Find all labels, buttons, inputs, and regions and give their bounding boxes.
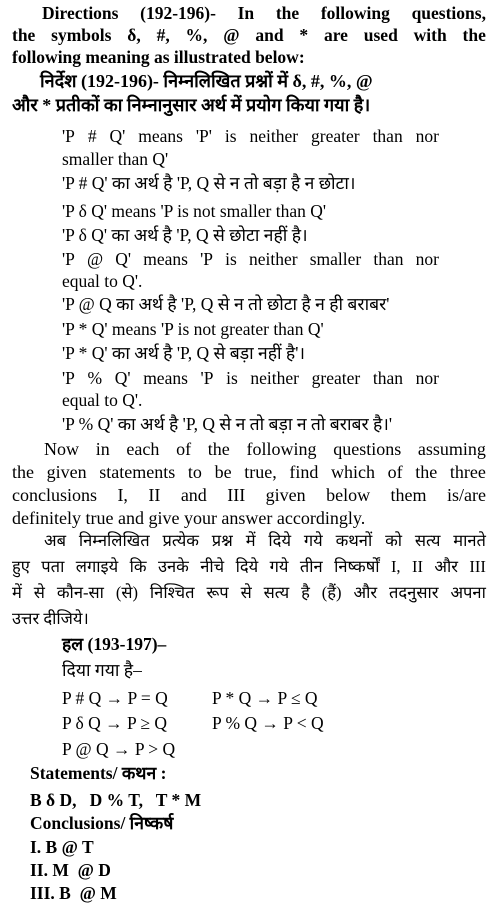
instructions-en-line-4: definitely true and give your answer accordingly. — [12, 508, 366, 528]
word: अब — [44, 531, 67, 550]
word: the — [12, 462, 34, 482]
word: प्रश्न — [211, 531, 233, 550]
word: which — [330, 462, 375, 482]
word: गये — [303, 531, 323, 550]
word: nor — [415, 126, 439, 146]
word: true, — [244, 462, 277, 482]
word: used — [363, 25, 398, 45]
word: smaller — [309, 249, 362, 269]
word: हुए — [12, 557, 30, 576]
rule-hash: P # Q → P = Q — [62, 688, 168, 708]
word: उनके — [157, 557, 189, 576]
word: 'P' — [195, 126, 212, 146]
star-meaning-en: 'P * Q' means 'P is not greater than Q' — [62, 319, 324, 339]
word: means — [138, 126, 183, 146]
delta-meaning-en: 'P δ Q' means 'P is not smaller than Q' — [62, 201, 327, 221]
instructions-hi-line-1 — [44, 530, 486, 552]
word: II — [148, 485, 161, 505]
word: the — [12, 25, 36, 45]
word: δ, — [127, 25, 141, 45]
word: मानते — [453, 531, 486, 550]
word: are — [323, 25, 348, 45]
word: than — [372, 126, 403, 146]
conclusion-1: I. B @ T — [30, 837, 94, 857]
word: @ — [223, 25, 240, 45]
word: और — [353, 583, 378, 602]
conclusions-heading: Conclusions/ निष्कर्ष — [30, 813, 174, 833]
word: greater — [311, 126, 360, 146]
word: find — [289, 462, 319, 482]
hash-meaning-hi: 'P # Q' का अर्थ है 'P, Q से न तो बड़ा है न छोटा। — [62, 173, 356, 193]
word: In — [237, 3, 255, 23]
word: में — [12, 583, 22, 602]
word: given — [46, 462, 87, 482]
word: three — [449, 462, 486, 482]
word: means — [143, 368, 188, 388]
word: be — [214, 462, 232, 482]
directions-hi-line-1: निर्देश (192-196)- निम्नलिखित प्रश्नों में δ, #, %, @ — [40, 71, 373, 91]
word: is/are — [446, 485, 486, 505]
word: in — [95, 439, 110, 459]
word: of — [176, 439, 192, 459]
word: neither — [250, 368, 299, 388]
word: conclusions — [12, 485, 97, 505]
word: निश्चित — [149, 583, 195, 602]
word: the — [207, 439, 230, 459]
conclusion-3: III. B @ M — [30, 883, 117, 903]
pct-meaning-en-line-1 — [62, 367, 439, 389]
word: neither — [249, 126, 299, 146]
instructions-en-line-1 — [44, 438, 486, 460]
instructions-hi-line-3 — [12, 582, 486, 604]
word: II — [411, 557, 423, 576]
instructions-hi-line-4: उत्तर दीजिये। — [12, 609, 89, 628]
hash-meaning-en-line-2: smaller than Q' — [62, 149, 169, 169]
word: 'P — [200, 368, 214, 388]
word: Directions — [42, 3, 119, 23]
word: से — [33, 583, 45, 602]
word: nor — [415, 368, 439, 388]
word: सत्य — [263, 583, 290, 602]
rule-star: P * Q → P ≤ Q — [212, 688, 318, 708]
rule-delta: P δ Q → P ≥ Q — [62, 713, 168, 733]
word: तीन — [299, 557, 323, 576]
word: I, — [390, 557, 401, 576]
word: III — [469, 557, 486, 576]
word: the — [415, 462, 438, 482]
word: following — [320, 3, 390, 23]
word: 'P — [62, 126, 75, 146]
word: Q' — [109, 126, 126, 146]
word: and — [180, 485, 207, 505]
word: %, — [185, 25, 208, 45]
word: symbols — [51, 25, 112, 45]
word: nor — [415, 249, 439, 269]
word: रूप — [206, 583, 229, 602]
word: questions — [333, 439, 402, 459]
word: दिये — [235, 557, 259, 576]
at-meaning-hi: 'P @ Q का अर्थ है 'P, Q से न तो छोटा है न ही बराबर' — [62, 294, 390, 314]
hash-meaning-en-line-1 — [62, 125, 439, 147]
word: 'P — [62, 368, 75, 388]
word: and — [255, 25, 284, 45]
word: than — [373, 249, 404, 269]
word: is — [225, 249, 237, 269]
word: (हैं) — [321, 583, 342, 602]
star-meaning-hi: 'P * Q' का अर्थ है 'P, Q से बड़ा नहीं है'। — [62, 343, 306, 363]
word: following — [246, 439, 317, 459]
word: अपना — [450, 583, 486, 602]
word: कि — [129, 557, 147, 576]
word: of — [387, 462, 403, 482]
word: कौन-सा — [56, 583, 104, 602]
word: each — [126, 439, 160, 459]
word: * — [299, 25, 309, 45]
word: है — [301, 583, 310, 602]
word: निष्कर्षों — [334, 557, 380, 576]
word: 'P — [62, 249, 75, 269]
directions-en-line-3: following meaning as illustrated below: — [12, 47, 305, 67]
directions-en-line-2 — [12, 24, 486, 46]
word: below — [326, 485, 371, 505]
statements-heading: Statements/ कथन : — [30, 763, 167, 783]
word: questions, — [411, 3, 486, 23]
word: % — [87, 368, 103, 388]
instructions-en-line-2 — [12, 461, 486, 483]
word: प्रत्येक — [162, 531, 199, 550]
rule-pct: P % Q → P < Q — [212, 713, 324, 733]
word: 'P — [200, 249, 213, 269]
statements-text: B δ D, D % T, T * M — [30, 790, 202, 810]
word: is — [224, 126, 237, 146]
word: I, — [117, 485, 128, 505]
word: और — [434, 557, 459, 576]
word: given — [265, 485, 306, 505]
delta-meaning-hi: 'P δ Q' का अर्थ है 'P, Q से छोटा नहीं है। — [62, 225, 308, 245]
word: लगाइये — [75, 557, 119, 576]
pct-meaning-hi: 'P % Q' का अर्थ है 'P, Q से न तो बड़ा न तो बराबर है।' — [62, 414, 393, 434]
word: पता — [41, 557, 65, 576]
word: गये — [269, 557, 289, 576]
word: @ — [87, 249, 104, 269]
word: (से) — [115, 583, 138, 602]
word: neither — [248, 249, 298, 269]
pct-meaning-en-line-2: equal to Q'. — [62, 390, 143, 410]
instructions-en-line-3 — [12, 484, 486, 506]
at-meaning-en-line-1 — [62, 248, 439, 270]
word: दिये — [268, 531, 292, 550]
word: means — [143, 249, 188, 269]
at-meaning-en-line-2: equal to Q'. — [62, 271, 143, 291]
rule-at: P @ Q → P > Q — [62, 739, 176, 759]
word: III — [227, 485, 246, 505]
word: Q' — [114, 368, 131, 388]
word: से — [240, 583, 252, 602]
word: the — [462, 25, 486, 45]
word: Now — [44, 439, 79, 459]
word: निम्नलिखित — [78, 531, 150, 550]
word: नीचे — [200, 557, 225, 576]
solution-given: दिया गया है– — [62, 660, 142, 680]
word: कथनों — [335, 531, 373, 550]
solution-heading: हल (193-197)– — [62, 634, 167, 654]
word: assuming — [417, 439, 486, 459]
instructions-hi-line-2 — [12, 556, 486, 578]
word: में — [245, 531, 256, 550]
word: सत्य — [414, 531, 441, 550]
word: तदनुसार — [389, 583, 439, 602]
word: # — [87, 126, 97, 146]
word: (192-196)- — [140, 3, 216, 23]
word: #, — [156, 25, 170, 45]
word: than — [372, 368, 403, 388]
conclusion-2: II. M @ D — [30, 860, 111, 880]
word: Q' — [115, 249, 132, 269]
word: greater — [311, 368, 361, 388]
directions-en-line-1 — [42, 2, 486, 24]
directions-hi-line-2: और * प्रतीकों का निम्नानुसार अर्थ में प्रयोग किया गया है। — [12, 95, 371, 115]
word: the — [275, 3, 300, 23]
word: को — [385, 531, 403, 550]
word: is — [226, 368, 238, 388]
word: to — [187, 462, 202, 482]
word: them — [390, 485, 427, 505]
word: statements — [99, 462, 176, 482]
word: with — [413, 25, 447, 45]
